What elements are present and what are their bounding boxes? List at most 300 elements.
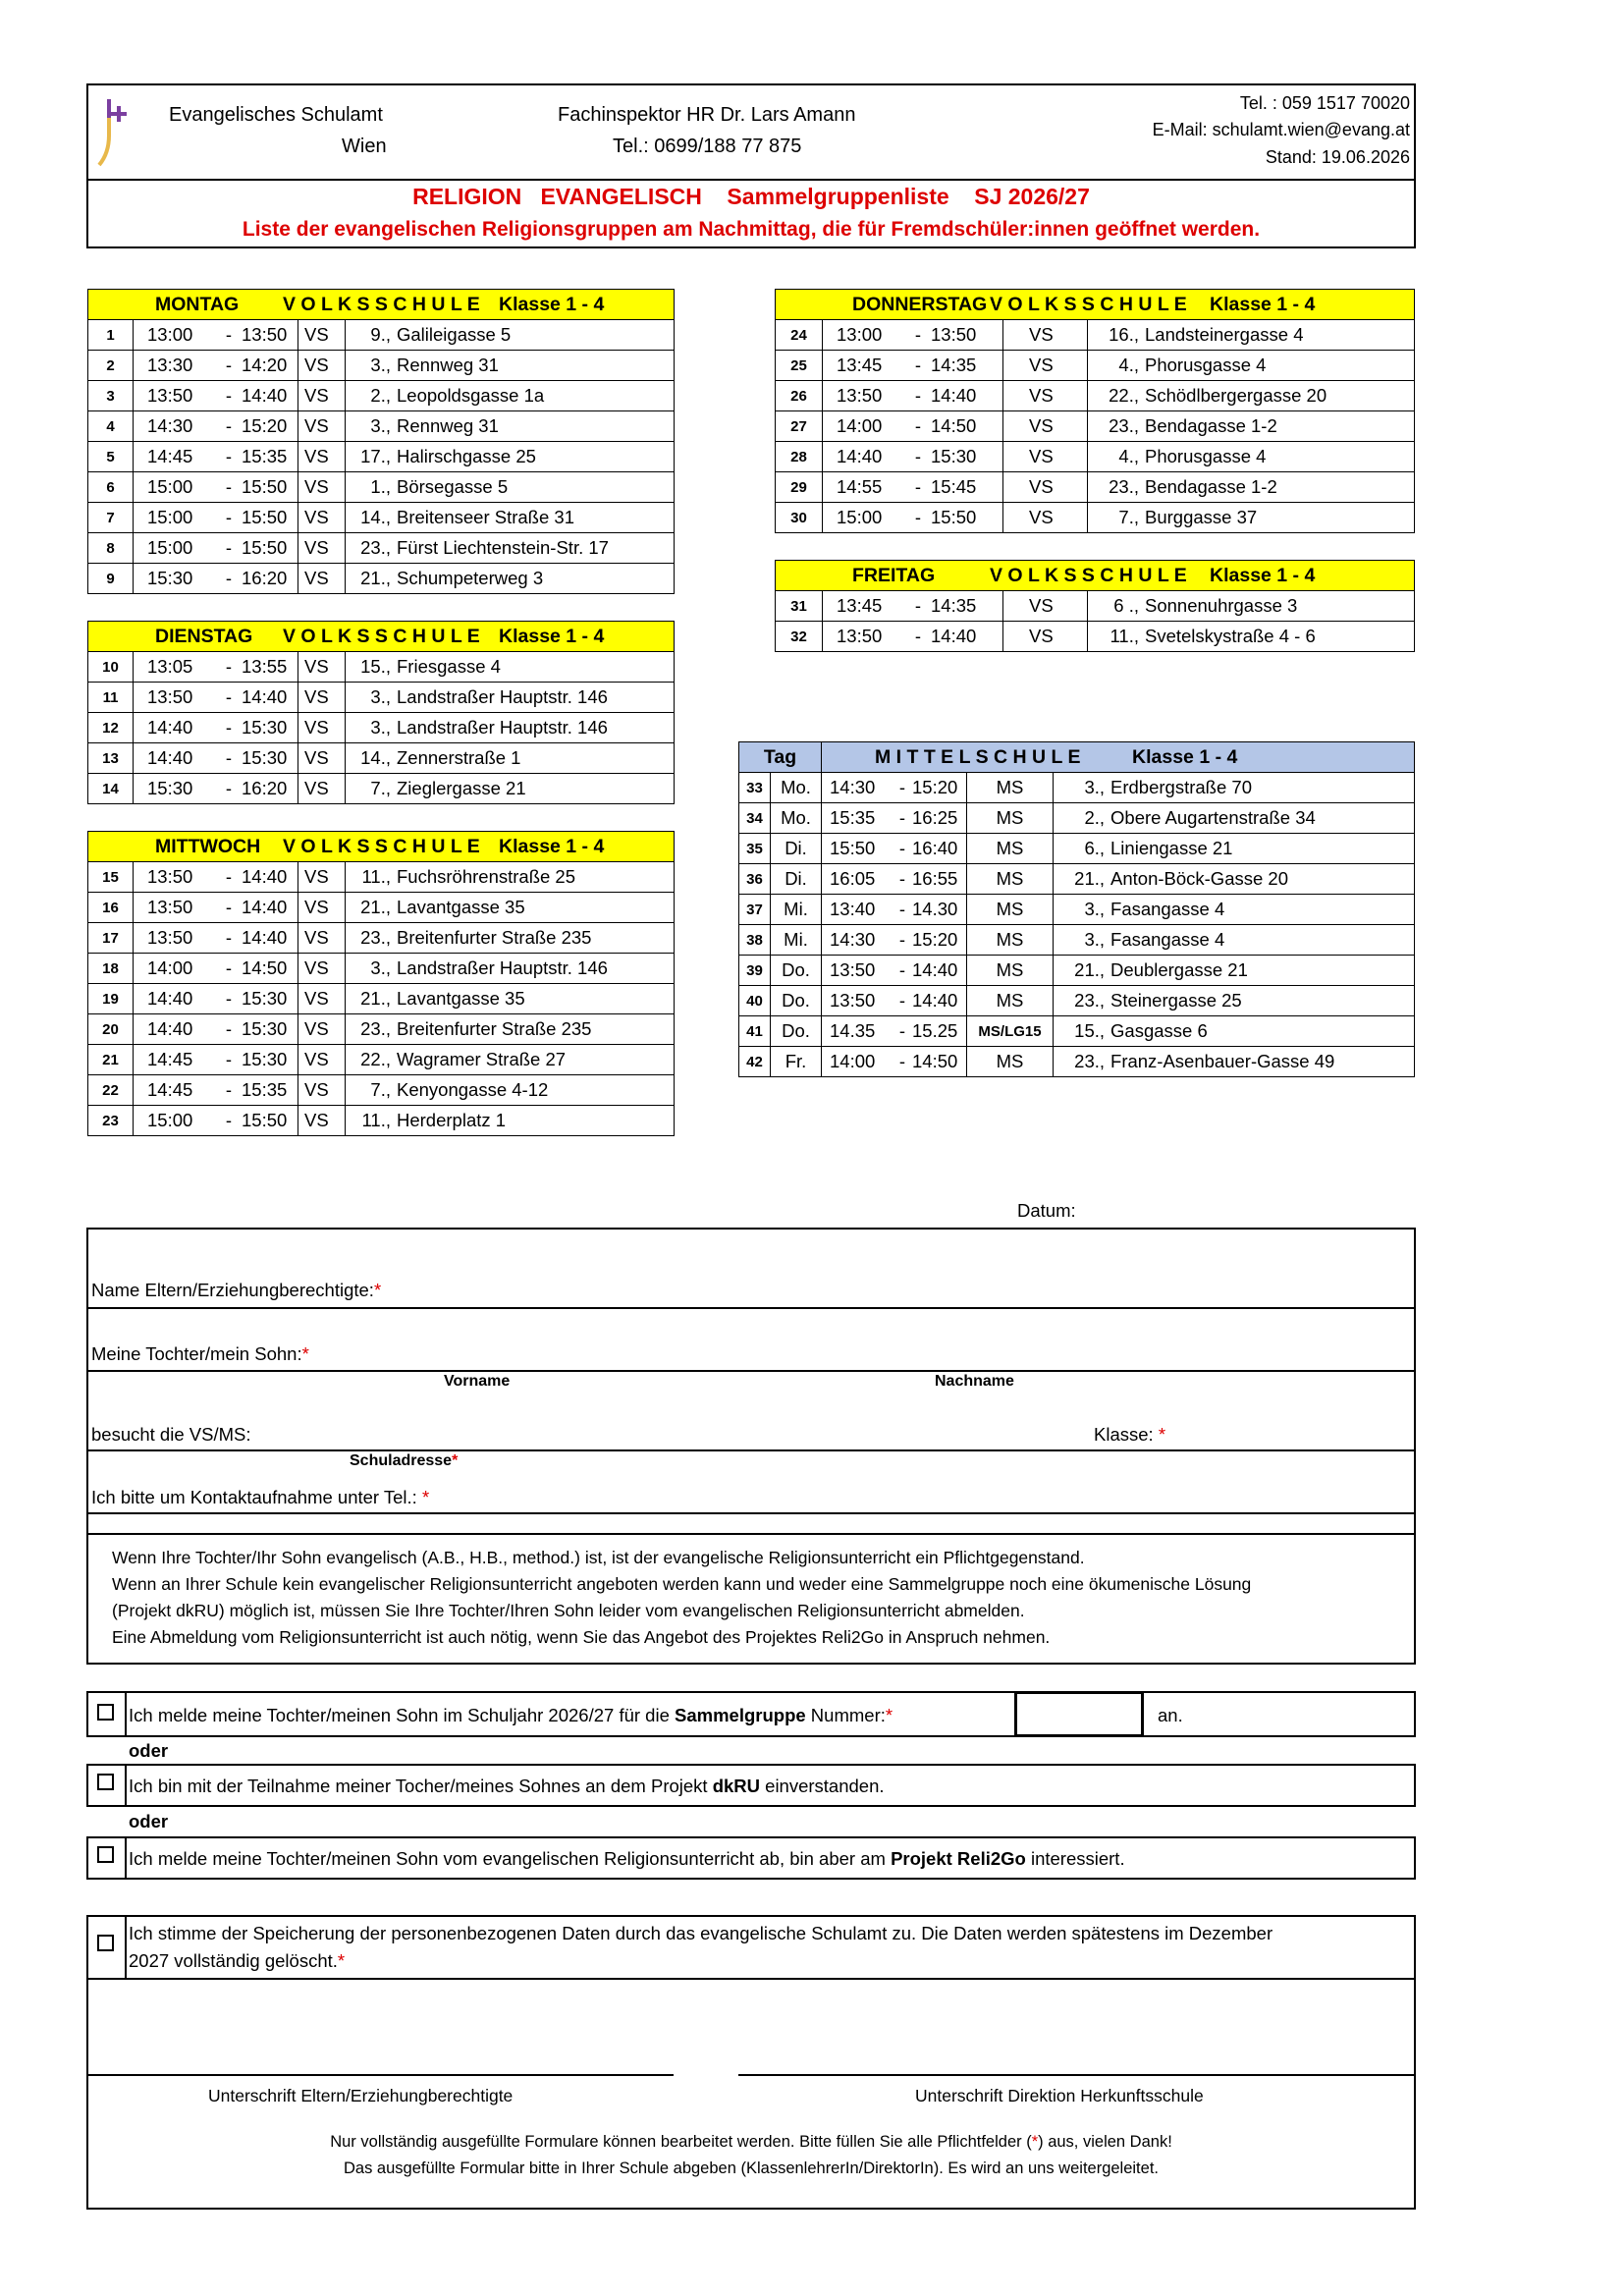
time-range: 14:40 - 15:30 — [134, 1014, 298, 1045]
klasse-label: Klasse 1 - 4 — [1210, 564, 1316, 586]
signature-school-label: Unterschrift Direktion Herkunftsschule — [915, 2086, 1204, 2105]
day-label: MONTAG — [155, 293, 240, 315]
time-range: 14.35 - 15.25 — [822, 1016, 967, 1047]
ms-header-row — [739, 742, 1415, 773]
form-line — [86, 1512, 1416, 1514]
time-range: 13:00 - 13:50 — [823, 320, 1003, 351]
school-type-label: V O L K S S C H U L E — [283, 293, 480, 315]
checkbox-consent[interactable] — [97, 1935, 114, 1951]
table-row — [776, 351, 1415, 381]
address: 7., Burggasse 37 — [1088, 503, 1415, 533]
table-row — [88, 862, 675, 893]
table-row — [776, 411, 1415, 442]
time-range: 14:30 - 15:20 — [822, 925, 967, 956]
school-type: VS — [298, 862, 346, 893]
time-range: 15:00 - 15:50 — [823, 503, 1003, 533]
dienstag-header — [88, 622, 675, 652]
table-row — [739, 803, 1415, 834]
time-range: 13:50 - 14:40 — [134, 893, 298, 923]
group-number: 1 — [88, 320, 134, 351]
klasse-label: Klasse 1 - 4 — [499, 625, 605, 647]
group-number: 34 — [739, 803, 771, 834]
day-label: FREITAG — [852, 564, 936, 586]
school-field[interactable] — [285, 1394, 1070, 1446]
school-type: VS — [1003, 503, 1088, 533]
signature-line-right — [738, 2074, 1416, 2076]
group-number: 35 — [739, 834, 771, 864]
time-range: 14:00 - 14:50 — [822, 1047, 967, 1077]
org-name: Evangelisches Schulamt — [169, 104, 383, 126]
table-row — [739, 895, 1415, 925]
address: 15., Friesgasse 4 — [346, 652, 675, 683]
address: 14., Zennerstraße 1 — [346, 743, 675, 774]
address: 14., Breitenseer Straße 31 — [346, 503, 675, 533]
address: 21., Schumpeterweg 3 — [346, 564, 675, 594]
school-type: VS — [298, 893, 346, 923]
office-email: E-Mail: schulamt.wien@evang.at — [1152, 120, 1410, 139]
table-row — [88, 683, 675, 713]
school-type: VS — [298, 774, 346, 804]
stand-date: Stand: 19.06.2026 — [1265, 147, 1410, 167]
address: 21., Lavantgasse 35 — [346, 893, 675, 923]
time-range: 13:50 - 14:40 — [823, 622, 1003, 652]
form-line — [86, 1370, 1416, 1372]
ms-header — [822, 742, 1415, 773]
document-title: RELIGION EVANGELISCH Sammelgruppenliste SJ 2026/27 — [412, 184, 1090, 209]
office-tel: Tel. : 059 1517 70020 — [1239, 93, 1410, 113]
address: 2., Obere Augartenstraße 34 — [1054, 803, 1415, 834]
school-type: MS — [967, 1047, 1054, 1077]
table-row — [739, 1047, 1415, 1077]
vorname-label: Vorname — [444, 1373, 511, 1390]
table-row — [776, 622, 1415, 652]
address: 9., Galileigasse 5 — [346, 320, 675, 351]
table-row — [88, 774, 675, 804]
school-type: VS — [298, 411, 346, 442]
time-range: 13:50 - 14:40 — [134, 862, 298, 893]
klasse-label: Klasse 1 - 4 — [1132, 745, 1238, 768]
table-row — [776, 442, 1415, 472]
consent-line-2: 2027 vollständig gelöscht.* — [129, 1950, 346, 1971]
document-subtitle: Liste der evangelischen Religionsgruppen am Nachmittag, die für Fremdschüler:innen geöffnet werden. — [242, 218, 1261, 241]
time-range: 14:40 - 15:30 — [134, 713, 298, 743]
school-type-label: V O L K S S C H U L E — [283, 625, 480, 647]
weekday: Fr. — [771, 1047, 822, 1077]
table-row — [88, 743, 675, 774]
day-label: DONNERSTAG — [852, 293, 988, 315]
form-line — [86, 1533, 1416, 1535]
kontakt-label: Ich bitte um Kontaktaufnahme unter Tel.: * — [91, 1487, 430, 1507]
time-range: 13:50 - 14:40 — [822, 956, 967, 986]
sammelgruppe-number-input[interactable] — [1014, 1691, 1144, 1737]
info-line-3: (Projekt dkRU) möglich ist, müssen Sie Ihre Tochter/Ihren Sohn leider vom evangelischen Religionsunterricht abmelden. — [112, 1601, 1025, 1620]
school-type: VS — [1003, 411, 1088, 442]
time-range: 13:50 - 14:40 — [134, 923, 298, 954]
consent-line — [86, 1978, 1416, 1980]
table-mittelschule — [738, 741, 1415, 1077]
table-row — [88, 923, 675, 954]
time-range: 16:05 - 16:55 — [822, 864, 967, 895]
school-type: MS/LG15 — [967, 1016, 1054, 1047]
address: 23., Breitenfurter Straße 235 — [346, 1014, 675, 1045]
group-number: 31 — [776, 591, 823, 622]
group-number: 26 — [776, 381, 823, 411]
address: 3., Landstraßer Hauptstr. 146 — [346, 713, 675, 743]
address: 23., Franz-Asenbauer-Gasse 49 — [1054, 1047, 1415, 1077]
table-row — [88, 893, 675, 923]
info-line-4: Eine Abmeldung vom Religionsunterricht ist auch nötig, wenn Sie das Angebot des Projektes Reli2Go in Anspruch nehmen. — [112, 1627, 1051, 1647]
cross-logo-icon — [93, 96, 133, 167]
school-type-label: M I T T E L S C H U L E — [875, 745, 1081, 768]
row-divider — [125, 1915, 127, 1978]
group-number: 20 — [88, 1014, 134, 1045]
address: 6 ., Sonnenuhrgasse 3 — [1088, 591, 1415, 622]
table-montag — [87, 289, 675, 594]
address: 23., Breitenfurter Straße 235 — [346, 923, 675, 954]
school-type: MS — [967, 986, 1054, 1016]
table-row — [88, 1045, 675, 1075]
school-type: MS — [967, 864, 1054, 895]
school-type: VS — [298, 1045, 346, 1075]
school-type-label: V O L K S S C H U L E — [990, 564, 1187, 586]
school-type: MS — [967, 803, 1054, 834]
address: 4., Phorusgasse 4 — [1088, 442, 1415, 472]
time-range: 13:00 - 13:50 — [134, 320, 298, 351]
oder-label-1: oder — [129, 1740, 169, 1761]
datum-label: Datum: — [1017, 1200, 1076, 1221]
group-number: 5 — [88, 442, 134, 472]
school-type: VS — [298, 472, 346, 503]
address: 23., Fürst Liechtenstein-Str. 17 — [346, 533, 675, 564]
time-range: 14:55 - 15:45 — [823, 472, 1003, 503]
group-number: 25 — [776, 351, 823, 381]
group-number: 29 — [776, 472, 823, 503]
mittwoch-header-row — [88, 832, 675, 862]
row-divider — [125, 1836, 127, 1880]
group-number: 4 — [88, 411, 134, 442]
group-number: 42 — [739, 1047, 771, 1077]
ms-tag-header: Tag — [739, 742, 822, 773]
table-row — [88, 652, 675, 683]
time-range: 15:00 - 15:50 — [134, 472, 298, 503]
donnerstag-header-row — [776, 290, 1415, 320]
checkbox-dkru[interactable] — [97, 1774, 114, 1790]
eltern-label: Name Eltern/Erziehungberechtigte:* — [91, 1280, 382, 1300]
table-row — [88, 503, 675, 533]
time-range: 13:40 - 14.30 — [822, 895, 967, 925]
table-row — [88, 381, 675, 411]
group-number: 21 — [88, 1045, 134, 1075]
group-number: 3 — [88, 381, 134, 411]
time-range: 14:45 - 15:35 — [134, 442, 298, 472]
klasse-label: Klasse 1 - 4 — [499, 835, 605, 857]
school-type: VS — [298, 533, 346, 564]
group-number: 11 — [88, 683, 134, 713]
klasse-field[interactable] — [1178, 1394, 1409, 1446]
group-number: 8 — [88, 533, 134, 564]
option-sammelgruppe-label: Ich melde meine Tochter/meinen Sohn im Schuljahr 2026/27 für die Sammelgruppe Nummer:* — [129, 1705, 893, 1725]
time-range: 14:00 - 14:50 — [823, 411, 1003, 442]
school-type: VS — [1003, 622, 1088, 652]
address: 7., Zieglergasse 21 — [346, 774, 675, 804]
kontakt-field[interactable] — [491, 1473, 1409, 1510]
school-type: VS — [298, 503, 346, 533]
table-row — [739, 773, 1415, 803]
checkbox-reli2go[interactable] — [97, 1846, 114, 1863]
time-range: 14:00 - 14:50 — [134, 954, 298, 984]
address: 3., Landstraßer Hauptstr. 146 — [346, 683, 675, 713]
header-divider — [86, 179, 1416, 181]
checkbox-sammelgruppe[interactable] — [97, 1704, 114, 1721]
address: 22., Wagramer Straße 27 — [346, 1045, 675, 1075]
group-number: 13 — [88, 743, 134, 774]
table-row — [739, 834, 1415, 864]
day-label: MITTWOCH — [155, 835, 261, 857]
time-range: 15:00 - 15:50 — [134, 1106, 298, 1136]
time-range: 15:35 - 16:25 — [822, 803, 967, 834]
school-type: VS — [298, 320, 346, 351]
address: 1., Börsegasse 5 — [346, 472, 675, 503]
table-mittwoch — [87, 831, 675, 1136]
group-number: 7 — [88, 503, 134, 533]
group-number: 33 — [739, 773, 771, 803]
org-city: Wien — [342, 136, 387, 157]
time-range: 13:50 - 14:40 — [823, 381, 1003, 411]
address: 17., Halirschgasse 25 — [346, 442, 675, 472]
table-row — [739, 956, 1415, 986]
group-number: 39 — [739, 956, 771, 986]
school-type: VS — [298, 683, 346, 713]
consent-line-1: Ich stimme der Speicherung der personenbezogenen Daten durch das evangelische Schulamt zu. Die Daten werden spätestens im Dezember — [129, 1923, 1273, 1943]
table-row — [776, 320, 1415, 351]
group-number: 24 — [776, 320, 823, 351]
oder-label-2: oder — [129, 1811, 169, 1831]
school-type: VS — [1003, 320, 1088, 351]
address: 3., Fasangasse 4 — [1054, 895, 1415, 925]
address: 21., Deublergasse 21 — [1054, 956, 1415, 986]
address: 3., Fasangasse 4 — [1054, 925, 1415, 956]
school-type: VS — [1003, 591, 1088, 622]
school-type: VS — [298, 743, 346, 774]
address: 11., Herderplatz 1 — [346, 1106, 675, 1136]
school-type: VS — [1003, 472, 1088, 503]
group-number: 12 — [88, 713, 134, 743]
table-row — [88, 564, 675, 594]
school-type: VS — [298, 984, 346, 1014]
address: 6., Liniengasse 21 — [1054, 834, 1415, 864]
montag-header-row — [88, 290, 675, 320]
footer-line-1: Nur vollständig ausgefüllte Formulare können bearbeitet werden. Bitte füllen Sie alle Pflichtfelder (*) aus, vielen Dank! — [330, 2133, 1172, 2151]
table-row — [88, 533, 675, 564]
time-range: 14:45 - 15:35 — [134, 1075, 298, 1106]
table-row — [776, 591, 1415, 622]
kind-label: Meine Tochter/mein Sohn:* — [91, 1343, 309, 1364]
school-type: VS — [298, 652, 346, 683]
table-row — [739, 1016, 1415, 1047]
address: 3., Rennweg 31 — [346, 351, 675, 381]
address: 23., Steinergasse 25 — [1054, 986, 1415, 1016]
table-row — [776, 503, 1415, 533]
table-row — [739, 986, 1415, 1016]
time-range: 14:30 - 15:20 — [822, 773, 967, 803]
address: 22., Schödlbergergasse 20 — [1088, 381, 1415, 411]
time-range: 13:50 - 14:40 — [134, 683, 298, 713]
address: 7., Kenyongasse 4-12 — [346, 1075, 675, 1106]
address: 2., Leopoldsgasse 1a — [346, 381, 675, 411]
dienstag-header-row — [88, 622, 675, 652]
school-type: VS — [298, 923, 346, 954]
weekday: Mo. — [771, 773, 822, 803]
group-number: 23 — [88, 1106, 134, 1136]
address: 11., Fuchsröhrenstraße 25 — [346, 862, 675, 893]
address: 3., Erdbergstraße 70 — [1054, 773, 1415, 803]
school-type: VS — [298, 381, 346, 411]
group-number: 2 — [88, 351, 134, 381]
group-number: 38 — [739, 925, 771, 956]
table-row — [88, 1014, 675, 1045]
address: 3., Rennweg 31 — [346, 411, 675, 442]
time-range: 15:30 - 16:20 — [134, 564, 298, 594]
group-number: 28 — [776, 442, 823, 472]
table-row — [88, 1106, 675, 1136]
address: 23., Bendagasse 1-2 — [1088, 411, 1415, 442]
time-range: 14:40 - 15:30 — [134, 984, 298, 1014]
klasse-label: Klasse: * — [1094, 1424, 1166, 1445]
school-type: VS — [1003, 381, 1088, 411]
footer-line-2: Das ausgefüllte Formular bitte in Ihrer Schule abgeben (KlassenlehrerIn/DirektorIn). Es wird an uns weitergeleitet. — [344, 2159, 1159, 2177]
time-range: 15:00 - 15:50 — [134, 503, 298, 533]
table-row — [88, 1075, 675, 1106]
mittwoch-header — [88, 832, 675, 862]
address: 21., Lavantgasse 35 — [346, 984, 675, 1014]
signature-parents-field[interactable] — [90, 1984, 670, 2070]
group-number: 30 — [776, 503, 823, 533]
table-row — [88, 472, 675, 503]
school-type: VS — [1003, 442, 1088, 472]
weekday: Mi. — [771, 895, 822, 925]
time-range: 15:30 - 16:20 — [134, 774, 298, 804]
eltern-field[interactable] — [471, 1232, 1409, 1303]
group-number: 16 — [88, 893, 134, 923]
table-row — [88, 442, 675, 472]
time-range: 14:40 - 15:30 — [134, 743, 298, 774]
kind-field[interactable] — [353, 1312, 1409, 1367]
signature-school-field[interactable] — [742, 1984, 1412, 2070]
info-line-2: Wenn an Ihrer Schule kein evangelischer Religionsunterricht angeboten werden kann und weder eine Sammelgruppe noch eine ökumenische Lösung — [112, 1574, 1252, 1594]
address: 21., Anton-Böck-Gasse 20 — [1054, 864, 1415, 895]
weekday: Do. — [771, 986, 822, 1016]
table-row — [776, 472, 1415, 503]
school-type: VS — [298, 713, 346, 743]
school-type: VS — [298, 564, 346, 594]
address: 4., Phorusgasse 4 — [1088, 351, 1415, 381]
besucht-label: besucht die VS/MS: — [91, 1424, 251, 1445]
group-number: 19 — [88, 984, 134, 1014]
group-number: 37 — [739, 895, 771, 925]
table-row — [88, 411, 675, 442]
weekday: Do. — [771, 1016, 822, 1047]
inspector-name: Fachinspektor HR Dr. Lars Amann — [558, 104, 856, 126]
school-type: VS — [298, 1075, 346, 1106]
school-type: MS — [967, 773, 1054, 803]
group-number: 32 — [776, 622, 823, 652]
group-number: 9 — [88, 564, 134, 594]
school-type: VS — [298, 1014, 346, 1045]
table-dienstag — [87, 621, 675, 804]
option-reli2go-label: Ich melde meine Tochter/meinen Sohn vom evangelischen Religionsunterricht ab, bin aber am Projekt Reli2Go interessiert. — [129, 1848, 1125, 1869]
weekday: Di. — [771, 864, 822, 895]
time-range: 13:30 - 14:20 — [134, 351, 298, 381]
option-dkru-label: Ich bin mit der Teilnahme meiner Tocher/meines Sohnes an dem Projekt dkRU einverstanden. — [129, 1776, 885, 1796]
table-row — [88, 984, 675, 1014]
day-label: DIENSTAG — [155, 625, 253, 647]
time-range: 13:45 - 14:35 — [823, 591, 1003, 622]
freitag-header-row — [776, 561, 1415, 591]
time-range: 14:40 - 15:30 — [823, 442, 1003, 472]
school-type: MS — [967, 956, 1054, 986]
table-freitag — [775, 560, 1415, 652]
freitag-header — [776, 561, 1415, 591]
klasse-label: Klasse 1 - 4 — [499, 293, 605, 315]
weekday: Mi. — [771, 925, 822, 956]
time-range: 14:45 - 15:30 — [134, 1045, 298, 1075]
group-number: 18 — [88, 954, 134, 984]
table-row — [776, 381, 1415, 411]
group-number: 22 — [88, 1075, 134, 1106]
option-an-label: an. — [1158, 1705, 1183, 1725]
group-number: 6 — [88, 472, 134, 503]
nachname-label: Nachname — [935, 1373, 1014, 1390]
table-donnerstag — [775, 289, 1415, 533]
inspector-tel: Tel.: 0699/188 77 875 — [613, 136, 802, 157]
school-type: MS — [967, 925, 1054, 956]
group-number: 27 — [776, 411, 823, 442]
row-divider — [125, 1691, 127, 1737]
school-type: VS — [298, 954, 346, 984]
time-range: 14:30 - 15:20 — [134, 411, 298, 442]
weekday: Mo. — [771, 803, 822, 834]
table-row — [88, 713, 675, 743]
school-type: MS — [967, 834, 1054, 864]
form-line — [86, 1449, 1416, 1451]
weekday: Di. — [771, 834, 822, 864]
time-range: 15:50 - 16:40 — [822, 834, 967, 864]
school-type: VS — [298, 351, 346, 381]
schuladresse-label: Schuladresse* — [350, 1452, 459, 1469]
montag-header — [88, 290, 675, 320]
school-type: VS — [298, 442, 346, 472]
group-number: 15 — [88, 862, 134, 893]
time-range: 13:50 - 14:40 — [822, 986, 967, 1016]
time-range: 13:50 - 14:40 — [134, 381, 298, 411]
row-divider — [125, 1764, 127, 1807]
donnerstag-header — [776, 290, 1415, 320]
school-type-label: V O L K S S C H U L E — [990, 293, 1187, 315]
form-line — [86, 1307, 1416, 1309]
address: 11., Svetelskystraße 4 - 6 — [1088, 622, 1415, 652]
signature-parents-label: Unterschrift Eltern/Erziehungberechtigte — [208, 2086, 514, 2105]
time-range: 13:45 - 14:35 — [823, 351, 1003, 381]
time-range: 13:05 - 13:55 — [134, 652, 298, 683]
group-number: 41 — [739, 1016, 771, 1047]
group-number: 14 — [88, 774, 134, 804]
address: 16., Landsteinergasse 4 — [1088, 320, 1415, 351]
weekday: Do. — [771, 956, 822, 986]
group-number: 36 — [739, 864, 771, 895]
school-type: VS — [1003, 351, 1088, 381]
table-row — [88, 320, 675, 351]
klasse-label: Klasse 1 - 4 — [1210, 293, 1316, 315]
